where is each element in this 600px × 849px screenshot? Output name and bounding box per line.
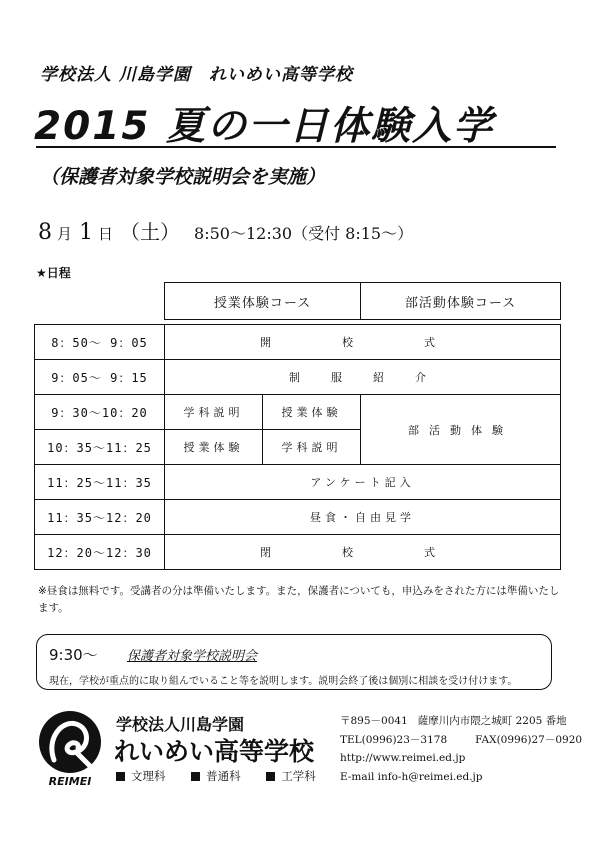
reimei-logo-icon — [36, 708, 104, 788]
column-club-course: 部活動体験コース — [361, 283, 561, 320]
square-bullet-icon — [116, 772, 125, 781]
session-time: 9:30〜 — [49, 646, 98, 664]
schedule-event: アンケート記入 — [165, 465, 561, 500]
schedule-event: 開 校 式 — [165, 325, 561, 360]
column-class-course: 授業体験コース — [165, 283, 361, 320]
schedule-table — [34, 282, 561, 570]
department-label: 工学科 — [281, 769, 316, 783]
schedule-event: 閉 校 式 — [165, 535, 561, 570]
department-item — [191, 769, 241, 783]
schedule-row — [35, 465, 561, 500]
date-weekday: （土） — [120, 220, 181, 244]
school-name: れいめい高等学校 — [114, 737, 315, 766]
schedule-row — [35, 500, 561, 535]
schedule-course-b: 学科説明 — [263, 430, 361, 465]
organization-line: 学校法人 川島学園 れいめい高等学校 — [40, 65, 353, 85]
square-bullet-icon — [191, 772, 200, 781]
session-description: 現在，学校が重点的に取り組んでいること等を説明します。説明会終了後は個別に相談を受け付けます。 — [49, 676, 518, 687]
school-logo — [36, 708, 104, 788]
parent-session-box — [36, 634, 552, 690]
schedule-row — [35, 325, 561, 360]
email-link[interactable]: E-mail info-h@reimei.ed.jp — [340, 770, 483, 783]
date-day: 1 — [79, 220, 94, 245]
department-list — [116, 768, 338, 784]
lunch-note: ※昼食は無料です。受講者の分は準備いたします。また，保護者についても，申込みをされた方には準備いたします。 — [38, 585, 560, 614]
session-title: 保護者対象学校説明会 — [127, 649, 258, 664]
phone-line — [340, 731, 582, 750]
address-line — [340, 712, 582, 731]
contact-info — [340, 712, 582, 786]
schedule-event: 制 服 紹 介 — [165, 360, 561, 395]
schedule-row — [35, 360, 561, 395]
website-link[interactable]: http://www.reimei.ed.jp — [340, 752, 466, 764]
schedule-time: 11：35〜12：20 — [35, 500, 165, 535]
postal-code: 〒895－0041 — [340, 715, 408, 727]
schedule-course-a: 学科説明 — [165, 395, 263, 430]
telephone: TEL(0996)23－3178 — [340, 733, 448, 746]
schedule-time: 8：50〜 9：05 — [35, 325, 165, 360]
event-subtitle: （保護者対象学校説明会を実施） — [40, 166, 326, 188]
schedule-event: 昼食・自由見学 — [165, 500, 561, 535]
schedule-time: 12：20〜12：30 — [35, 535, 165, 570]
schedule-row — [35, 535, 561, 570]
street-address: 薩摩川内市隈之城町 2205 番地 — [417, 715, 567, 727]
date-month: 8 — [38, 220, 52, 245]
schedule-course-b: 授業体験 — [263, 395, 361, 430]
schedule-header-row — [35, 283, 561, 320]
title-underline — [36, 146, 556, 148]
department-label: 文理科 — [131, 769, 166, 783]
fax-number: FAX(0996)27－0920 — [475, 733, 583, 746]
schedule-club-activity: 部活動体験 — [361, 395, 561, 465]
schedule-label: ★日程 — [36, 266, 71, 280]
date-day-unit: 日 — [98, 225, 114, 243]
square-bullet-icon — [266, 772, 275, 781]
logo-text: REIMEI — [48, 775, 92, 788]
schedule-time: 10：35〜11：25 — [35, 430, 165, 465]
schedule-course-a: 授業体験 — [165, 430, 263, 465]
department-label: 普通科 — [206, 769, 241, 783]
date-month-unit: 月 — [57, 225, 73, 243]
schedule-time: 9：30〜10：20 — [35, 395, 165, 430]
event-time: 8:50〜12:30（受付 8:15〜） — [194, 224, 414, 243]
schedule-time: 11：25〜11：35 — [35, 465, 165, 500]
event-title: 2015 夏の一日体験入学 — [34, 104, 495, 149]
schedule-header-blank — [35, 283, 165, 320]
schedule-time: 9：05〜 9：15 — [35, 360, 165, 395]
schedule-row — [35, 395, 561, 430]
event-date — [38, 216, 413, 245]
department-item — [116, 769, 166, 783]
school-corporation: 学校法人川島学園 — [116, 715, 245, 734]
department-item — [266, 769, 316, 783]
